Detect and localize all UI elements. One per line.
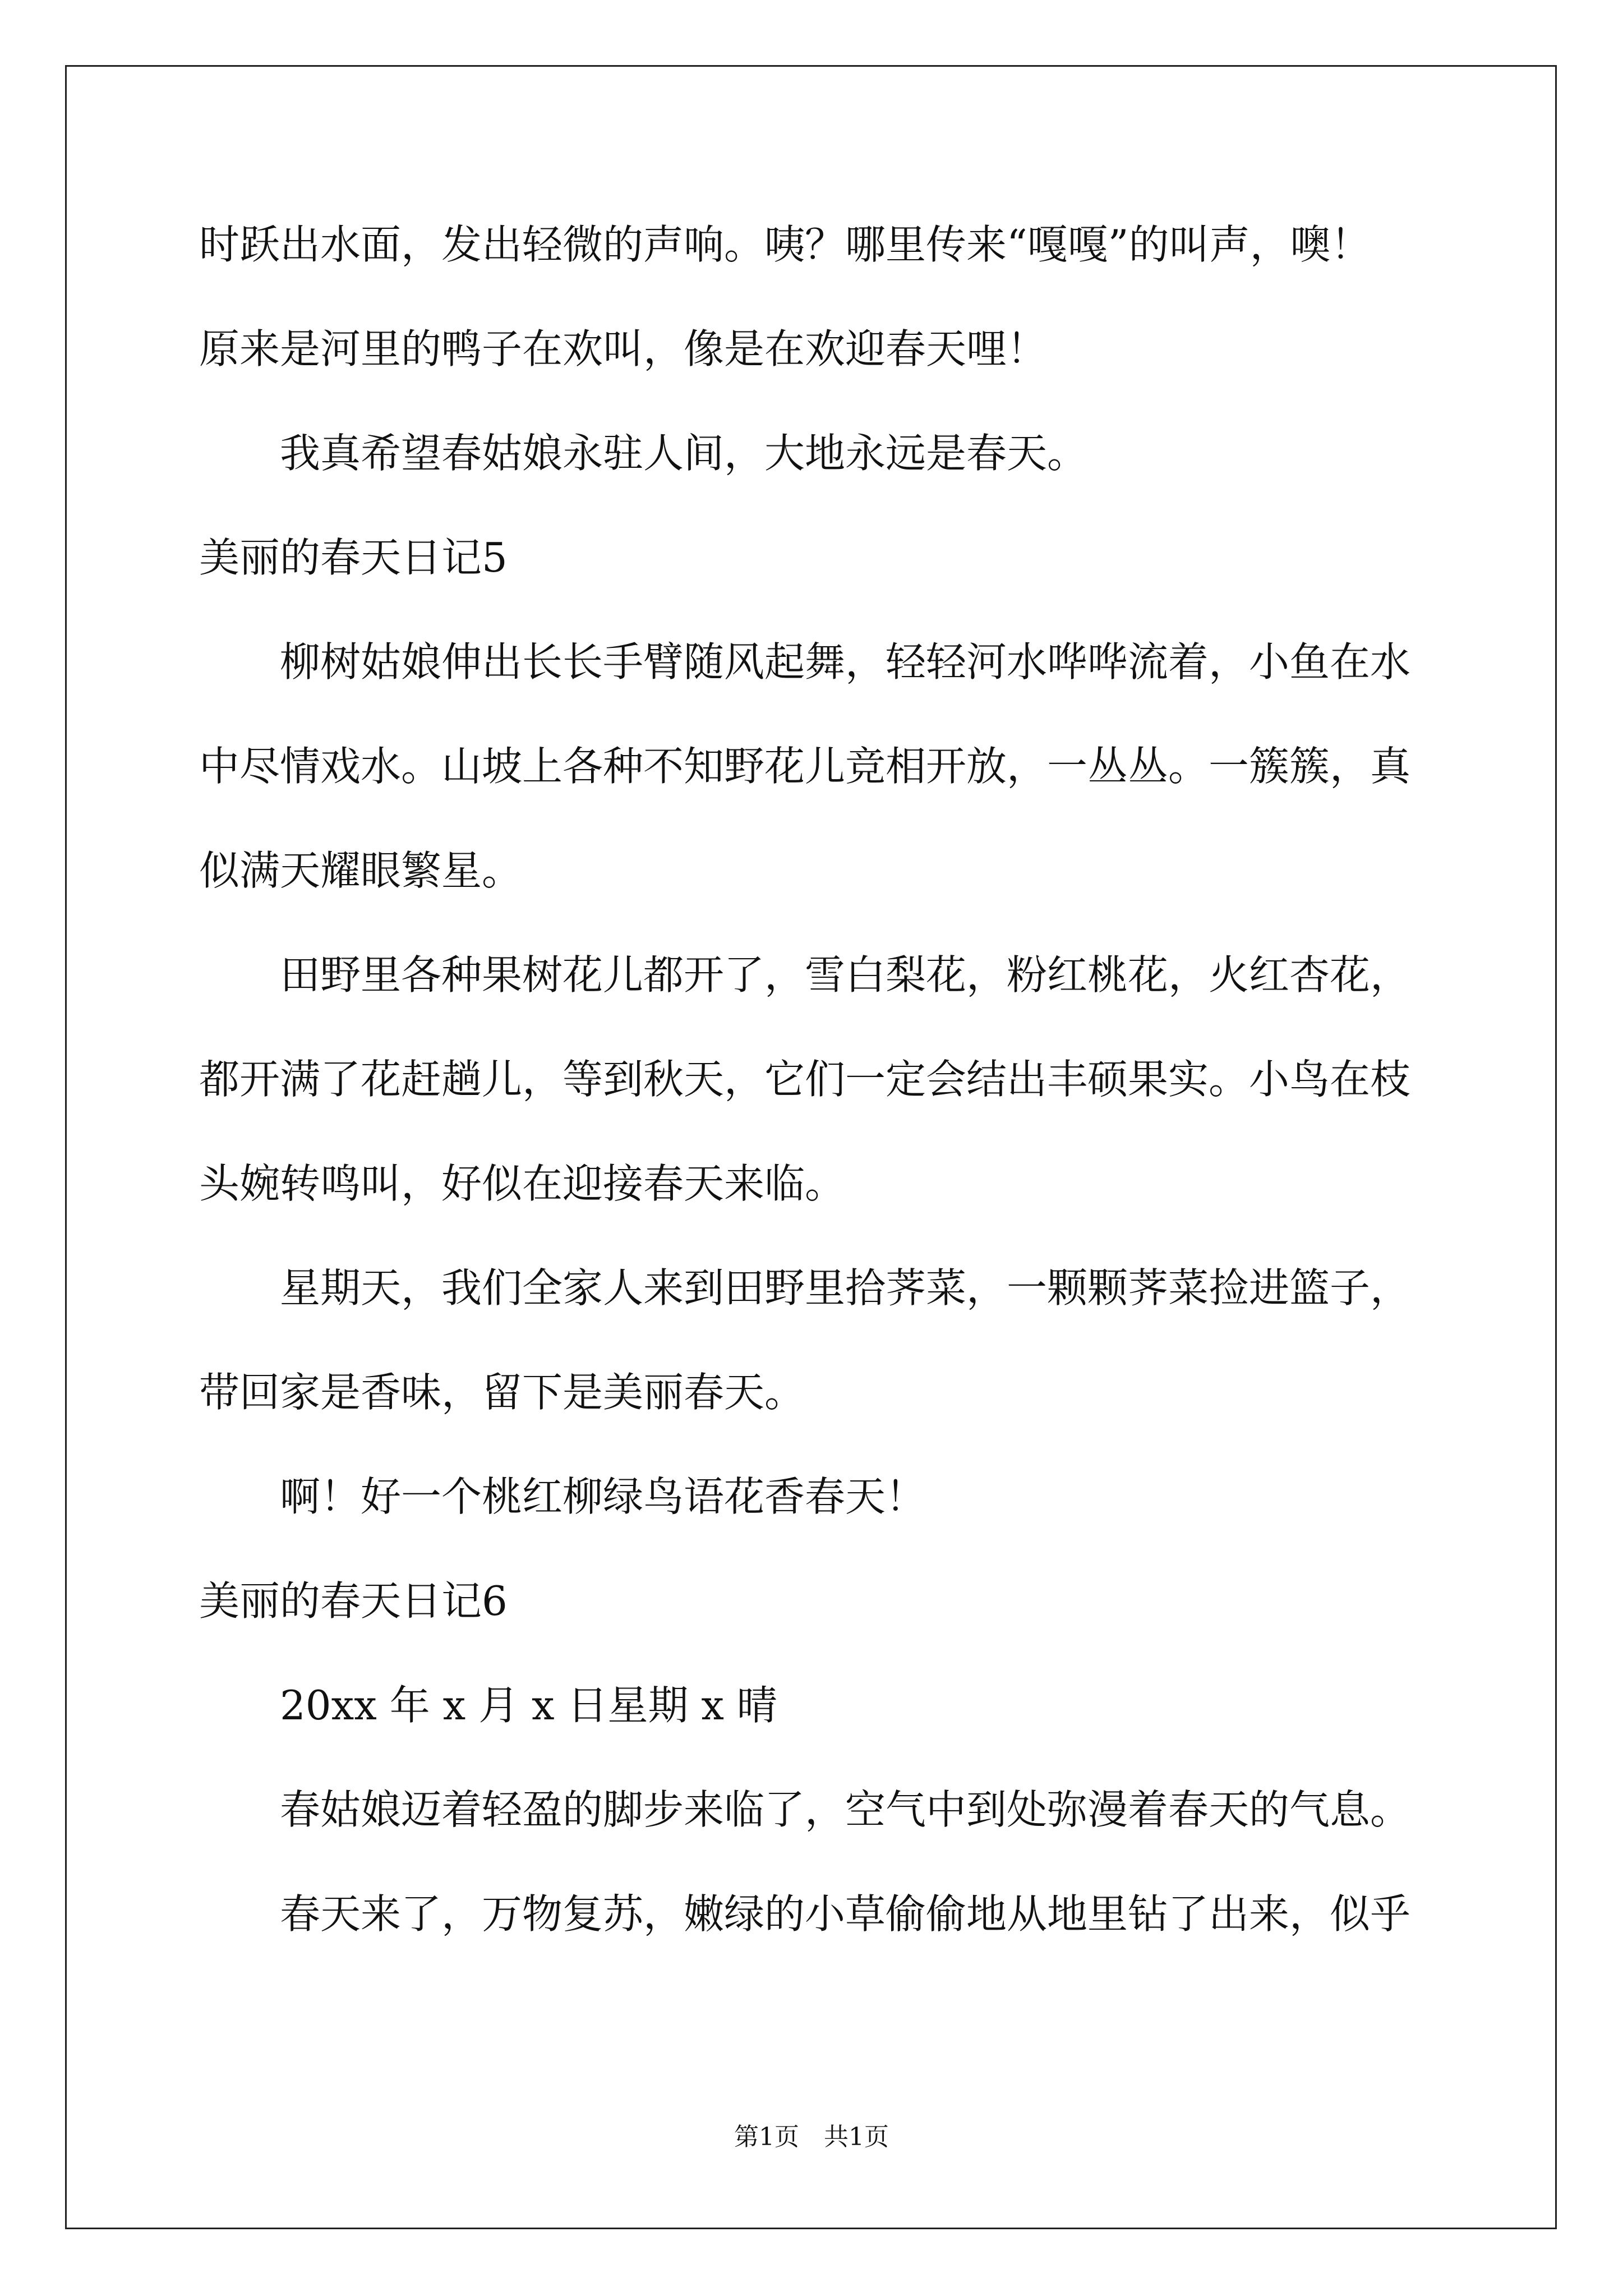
document-body	[199, 219, 1427, 1940]
paragraph-line: 头婉转鸣叫，好似在迎接春天来临。	[199, 1160, 846, 1207]
paragraph-line: 田野里各种果树花儿都开了，雪白梨花，粉红桃花，火红杏花，	[280, 951, 1411, 999]
paragraph-line: 原来是河里的鸭子在欢叫，像是在欢迎春天哩！	[199, 325, 1048, 372]
date-line: 20xx 年 x 月 x 日星期 x 晴	[280, 1682, 777, 1729]
paragraph-line: 啊！好一个桃红柳绿鸟语花香春天！	[280, 1473, 926, 1520]
paragraph-line: 都开满了花赶趟儿，等到秋天，它们一定会结出丰硕果实。小鸟在枝	[199, 1056, 1411, 1103]
paragraph-line: 柳树姑娘伸出长长手臂随风起舞，轻轻河水哗哗流着，小鱼在水	[280, 638, 1411, 685]
paragraph-line: 我真希望春姑娘永驻人间，大地永远是春天。	[280, 430, 1088, 477]
paragraph-line: 似满天耀眼繁星。	[199, 847, 523, 894]
paragraph-line: 时跃出水面，发出轻微的声响。咦？哪里传来“嘎嘎”的叫声，噢！	[199, 221, 1371, 268]
page-footer: 第1页 共1页	[734, 2123, 889, 2151]
paragraph-line: 春姑娘迈着轻盈的脚步来临了，空气中到处弥漫着春天的气息。	[280, 1786, 1411, 1833]
paragraph-line: 带回家是香味，留下是美丽春天。	[199, 1369, 805, 1416]
paragraph-line: 星期天，我们全家人来到田野里拾荠菜，一颗颗荠菜捡进篮子，	[280, 1264, 1411, 1312]
section-heading: 美丽的春天日记5	[199, 534, 508, 581]
paragraph-line: 中尽情戏水。山坡上各种不知野花儿竞相开放，一丛丛。一簇簇，真	[199, 743, 1411, 790]
section-heading: 美丽的春天日记6	[199, 1577, 508, 1625]
paragraph-line: 春天来了，万物复苏，嫩绿的小草偷偷地从地里钻了出来，似乎	[280, 1890, 1411, 1938]
